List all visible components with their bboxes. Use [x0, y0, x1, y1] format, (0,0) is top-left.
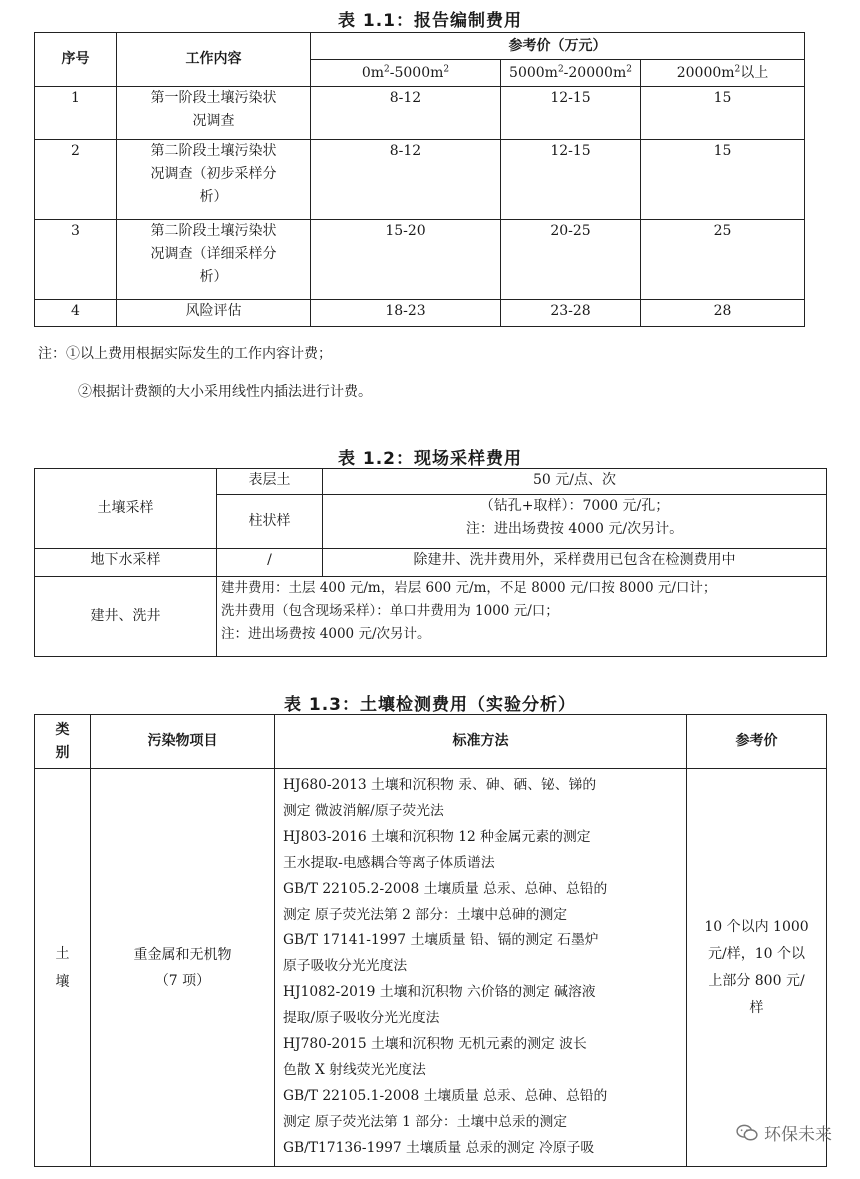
header-price: 参考价	[687, 715, 827, 769]
table2-caption: 表 1.2：现场采样费用	[337, 449, 523, 469]
column-sample-label: 柱状样	[217, 495, 323, 549]
table-row: 4 风险评估 18-23 23-28 28	[35, 300, 805, 327]
soil-sampling-label: 土壤采样	[35, 469, 217, 549]
header-range-1: $0m^2-5000m^2$	[311, 60, 501, 87]
sampling-fee-table	[34, 468, 827, 657]
header-seq: 序号	[35, 33, 117, 87]
soil-testing-fee-table	[34, 714, 827, 1167]
wechat-icon	[736, 1124, 758, 1142]
header-price: 参考价（万元）	[311, 33, 805, 60]
header-item: 污染物项目	[91, 715, 275, 769]
watermark-text: 环保未来	[764, 1125, 832, 1145]
table-row: 3 第二阶段土壤污染状 况调查（详细采样分 析） 15-20 20-25 25	[35, 220, 805, 300]
table-row: 1 第一阶段土壤污染状 况调查 8-12 12-15 15	[35, 87, 805, 140]
groundwater-label: 地下水采样	[35, 549, 217, 577]
table-row: 2 第二阶段土壤污染状 况调查（初步采样分 析） 8-12 12-15 15	[35, 140, 805, 220]
item-heavy-metals: 重金属和无机物 （7 项）	[91, 769, 275, 1167]
standard-methods: HJ680-2013 土壤和沉积物 汞、砷、硒、铋、锑的 测定 微波消解/原子荧光法 HJ803-2016 土壤和沉积物 12 种金属元素的测定 王水提取-电感耦合等离子体质谱法 GB/T 22105.2-2008 土壤质量 总汞、总砷、总铅的 测定 原子荧光法第 2 部分：土壤中总砷的测定 GB/T 17141-1997 土壤质量 铅、镉的测定 石墨炉 原子吸收分光光度法 HJ1082-2019 土壤和沉积物 六价铬的测定 碱溶液 提取/原子吸收分光光度法 HJ780-2015 土壤和沉积物 无机元素的测定 波长 色散 X 射线荧光光度法 GB/T 22105.1-2008 土壤质量 总汞、总砷、总铅的 测定 原子荧光法第 1 部分：土壤中总汞的测定 GB/T17136-1997 土壤质量 总汞的测定 冷原子吸	[275, 769, 687, 1167]
groundwater-slash: /	[217, 549, 323, 577]
column-sample-price: （钻孔+取样）：7000 元/孔； 注：进出场费按 4000 元/次另计。	[323, 495, 827, 549]
surface-soil-label: 表层土	[217, 469, 323, 495]
header-range-2: $5000m^2-20000m^2$	[501, 60, 641, 87]
report-fee-table	[34, 32, 805, 327]
watermark	[736, 1120, 832, 1145]
header-method: 标准方法	[275, 715, 687, 769]
header-category: 类 别	[35, 715, 91, 769]
header-range-3: $20000m^2$以上	[641, 60, 805, 87]
groundwater-desc: 除建井、洗井费用外，采样费用已包含在检测费用中	[323, 549, 827, 577]
well-price: 建井费用：土层 400 元/m，岩层 600 元/m，不足 8000 元/口按 8000 元/口计； 洗井费用（包含现场采样）：单口井费用为 1000 元/口； 注：进出场费按 4000 元/次另计。	[217, 577, 827, 657]
table1-caption: 表 1.1：报告编制费用	[337, 11, 523, 31]
table3-caption: 表 1.3：土壤检测费用（实验分析）	[283, 695, 577, 715]
header-content: 工作内容	[117, 33, 311, 87]
table1-note-2: ②根据计费额的大小采用线性内插法进行计费。	[78, 384, 372, 400]
table-row	[35, 769, 827, 1167]
price-cell: 10 个以内 1000 元/样，10 个以 上部分 800 元/ 样	[687, 769, 827, 1167]
surface-soil-price: 50 元/点、次	[323, 469, 827, 495]
well-label: 建井、洗井	[35, 577, 217, 657]
table1-note-1: 注：①以上费用根据实际发生的工作内容计费；	[38, 346, 332, 362]
category-soil: 土 壤	[35, 769, 91, 1167]
